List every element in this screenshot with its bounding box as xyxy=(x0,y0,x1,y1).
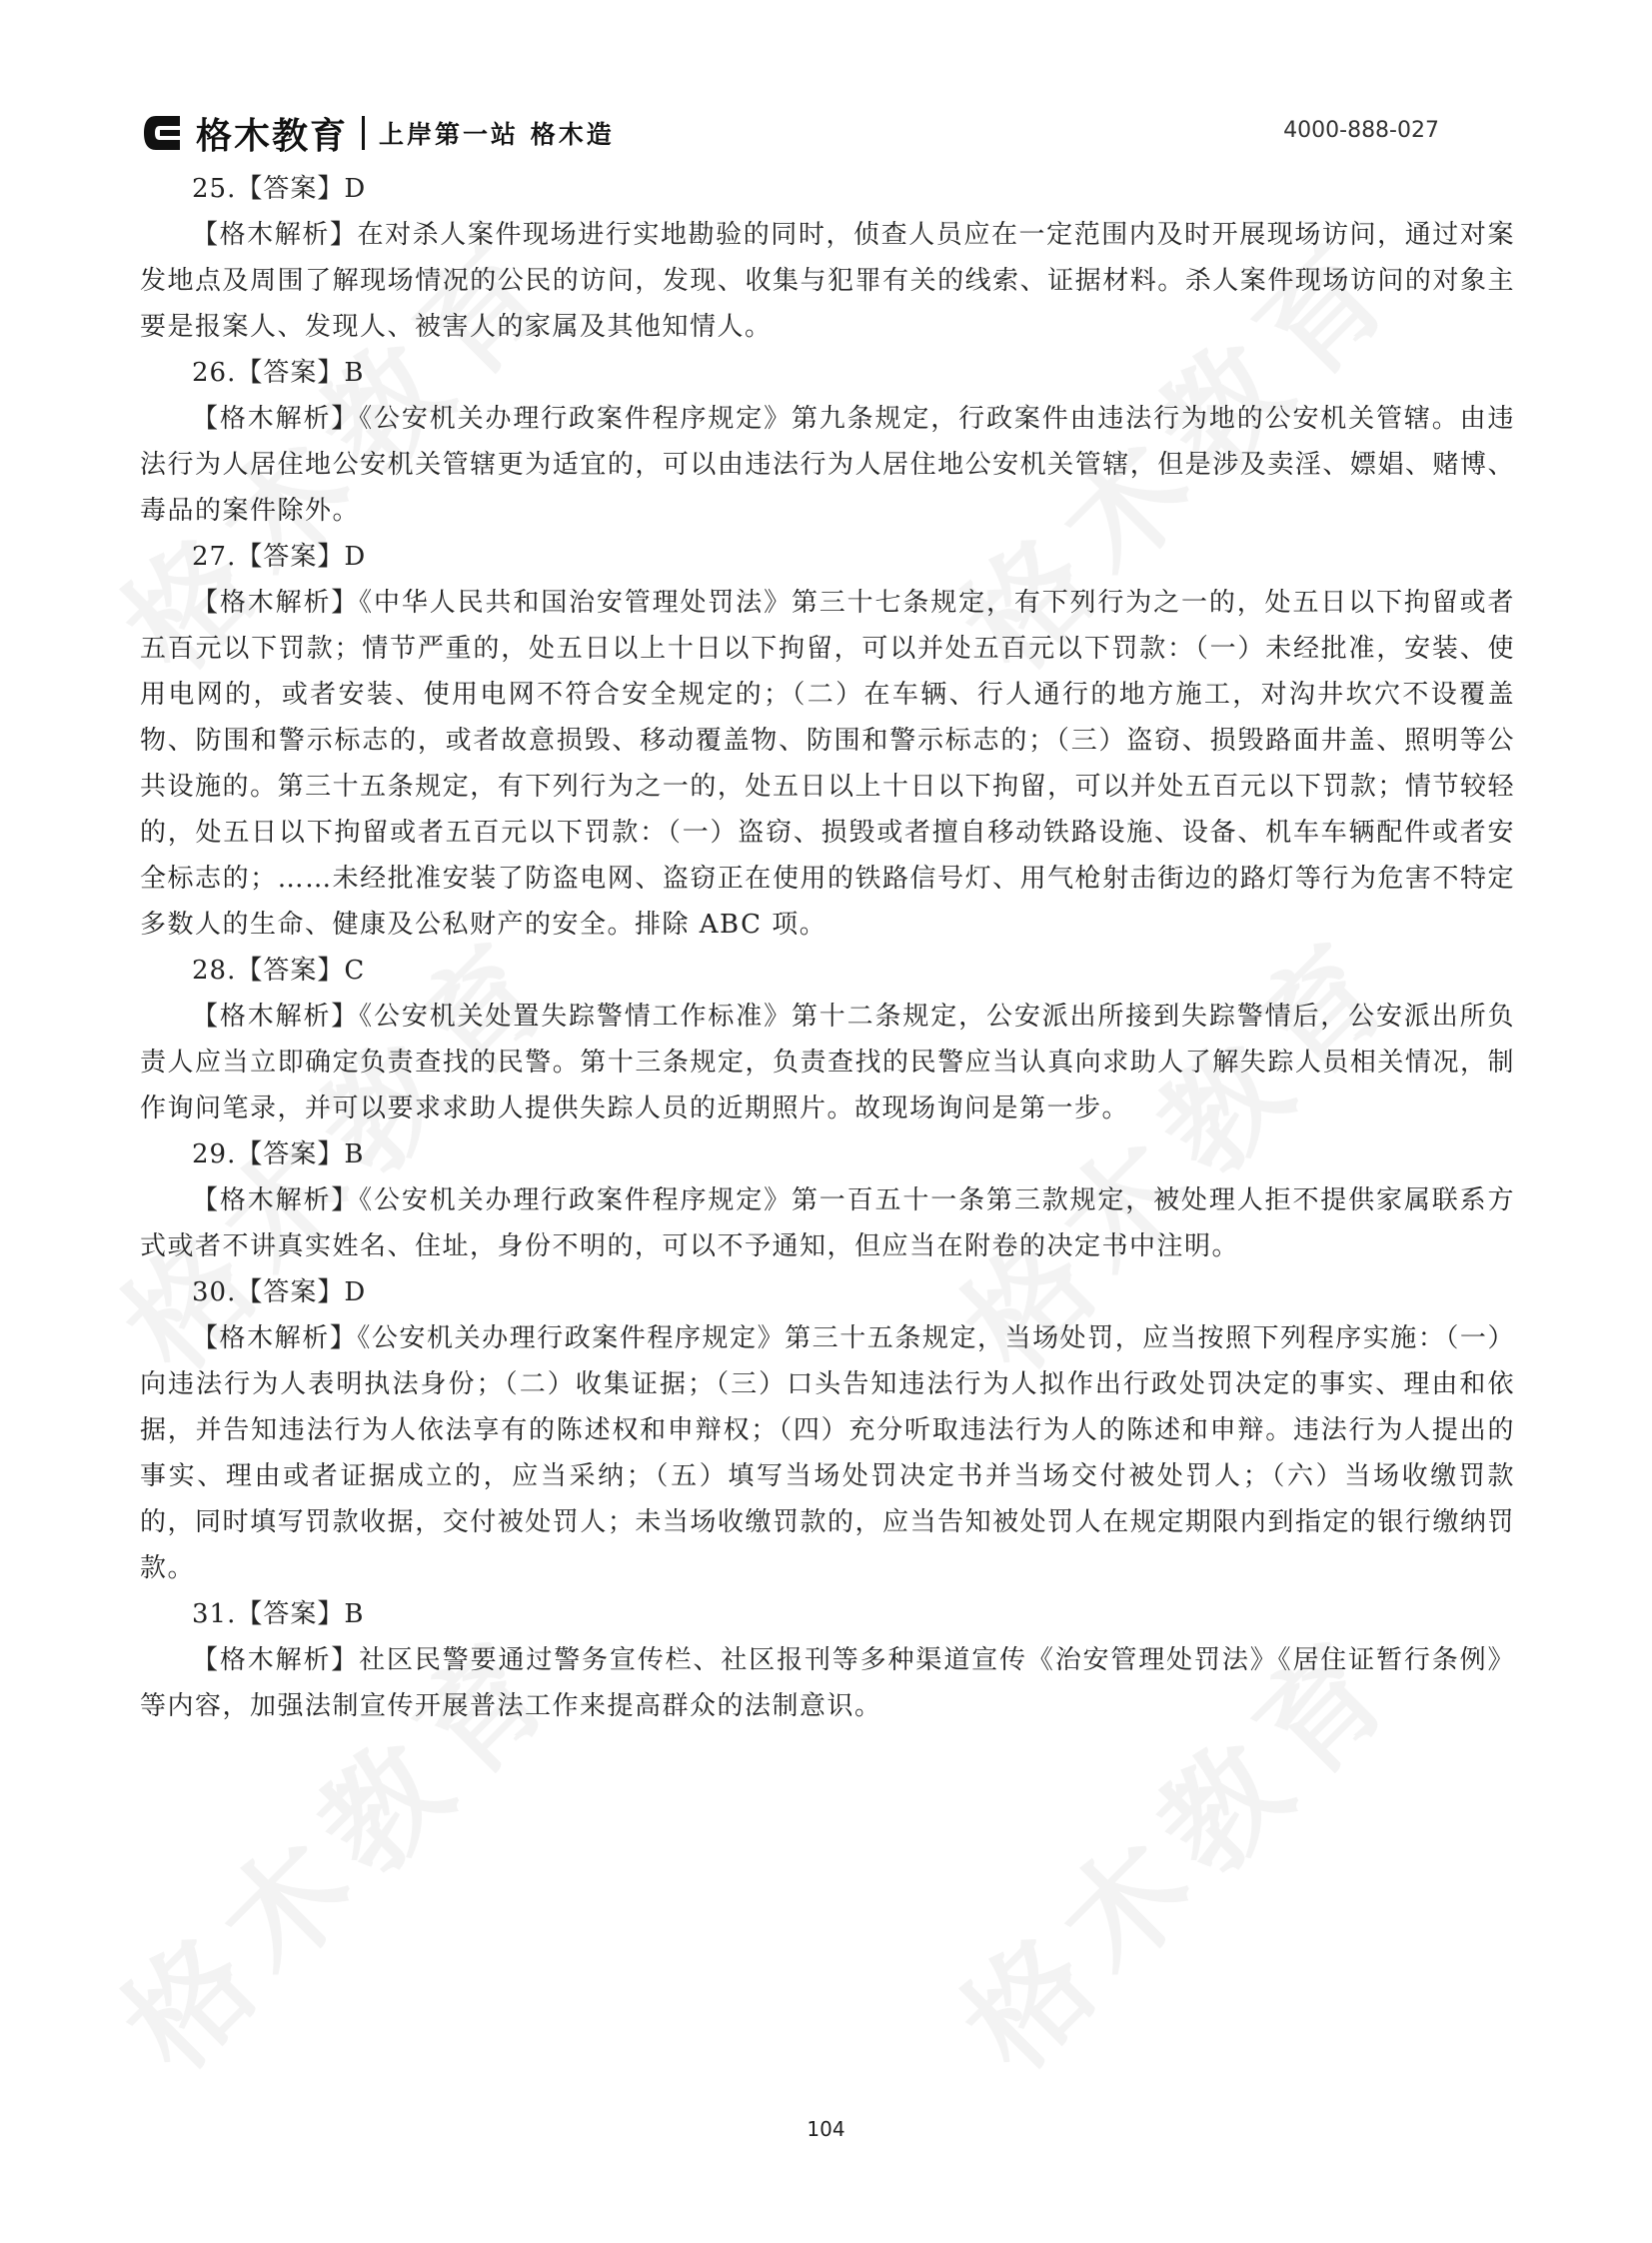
answer-list xyxy=(140,166,1515,1729)
brand-slogan: 上岸第一站 格木造 xyxy=(379,120,615,149)
analysis-tag: 【格木解析】 xyxy=(192,1645,360,1675)
page-header xyxy=(140,108,1439,158)
answer-item xyxy=(140,948,1515,1131)
analysis-tag: 【格木解析】 xyxy=(192,220,358,250)
analysis-text: 《公安机关办理行政案件程序规定》第一百五十一条第三款规定，被处理人拒不提供家属联系方式或者不讲真实姓名、住址，身份不明的，可以不予通知，但应当在附卷的决定书中注明。 xyxy=(140,1185,1515,1261)
answer-item xyxy=(140,1591,1515,1729)
analysis-text: 《公安机关处置失踪警情工作标准》第十二条规定，公安派出所接到失踪警情后，公安派出所负责人应当立即确定负责查找的民警。第十三条规定，负责查找的民警应当认真向求助人了解失踪人员相关情况，制作询问笔录，并可以要求求助人提供失踪人员的近期照片。故现场询问是第一步。 xyxy=(140,1002,1515,1123)
brand-logo-icon xyxy=(140,110,190,156)
analysis-paragraph xyxy=(140,212,1515,350)
answer-line: 26.【答案】B xyxy=(192,358,365,388)
analysis-text: 《中华人民共和国治安管理处罚法》第三十七条规定，有下列行为之一的，处五日以下拘留或者五百元以下罚款；情节严重的，处五日以上十日以下拘留，可以并处五百元以下罚款：（一）未经批准，安装、使用电网的，或者安装、使用电网不符合安全规定的；（二）在车辆、行人通行的地方施工，对沟井坎穴不设覆盖物、防围和警示标志的，或者故意损毁、移动覆盖物、防围和警示标志的；（三）盗窃、损毁路面井盖、照明等公共设施的。第三十五条规定，有下列行为之一的，处五日以上十日以下拘留，可以并处五百元以下罚款；情节较轻的，处五日以下拘留或者五百元以下罚款：（一）盗窃、损毁或者擅自移动铁路设施、设备、机车车辆配件或者安全标志的；……未经批准安装了防盗电网、盗窃正在使用的铁路信号灯、用气枪射击街边的路灯等行为危害不特定多数人的生命、健康及公私财产的安全。排除 ABC 项。 xyxy=(140,588,1515,940)
brand-name: 格木教育 xyxy=(196,115,349,157)
answer-line: 28.【答案】C xyxy=(192,956,366,986)
analysis-paragraph xyxy=(140,396,1515,534)
answer-line: 29.【答案】B xyxy=(192,1139,365,1169)
brand-logo xyxy=(140,108,615,158)
analysis-paragraph xyxy=(140,1177,1515,1269)
analysis-text: 《公安机关办理行政案件程序规定》第九条规定，行政案件由违法行为地的公安机关管辖。由违法行为人居住地公安机关管辖更为适宜的，可以由违法行为人居住地公安机关管辖，但是涉及卖淫、嫖娼、赌博、毒品的案件除外。 xyxy=(140,404,1515,526)
answer-line: 25.【答案】D xyxy=(192,174,367,204)
analysis-text: 《公安机关办理行政案件程序规定》第三十五条规定，当场处罚，应当按照下列程序实施：（一）向违法行为人表明执法身份；（二）收集证据；（三）口头告知违法行为人拟作出行政处罚决定的事实、理由和依据，并告知违法行为人依法享有的陈述权和申辩权；（四）充分听取违法行为人的陈述和申辩。违法行为人提出的事实、理由或者证据成立的，应当采纳；（五）填写当场处罚决定书并当场交付被处罚人；（六）当场收缴罚款的，同时填写罚款收据，交付被处罚人；未当场收缴罚款的，应当告知被处罚人在规定期限内到指定的银行缴纳罚款。 xyxy=(140,1323,1515,1583)
answer-line: 27.【答案】D xyxy=(192,542,367,572)
analysis-paragraph xyxy=(140,1315,1515,1591)
analysis-text: 在对杀人案件现场进行实地勘验的同时，侦查人员应在一定范围内及时开展现场访问，通过对案发地点及周围了解现场情况的公民的访问，发现、收集与犯罪有关的线索、证据材料。杀人案件现场访问的对象主要是报案人、发现人、被害人的家属及其他知情人。 xyxy=(140,220,1515,342)
analysis-paragraph xyxy=(140,1637,1515,1729)
answer-line: 30.【答案】D xyxy=(192,1277,367,1307)
answer-line: 31.【答案】B xyxy=(192,1599,365,1629)
answer-item xyxy=(140,166,1515,350)
analysis-tag: 【格木解析】 xyxy=(192,1323,358,1353)
analysis-paragraph xyxy=(140,994,1515,1131)
hotline-number: 4000-888-027 xyxy=(1283,118,1439,143)
analysis-tag: 【格木解析】 xyxy=(192,1002,360,1032)
analysis-tag: 【格木解析】 xyxy=(192,404,360,434)
header-divider xyxy=(362,116,365,150)
answer-item xyxy=(140,534,1515,948)
analysis-tag: 【格木解析】 xyxy=(192,1185,360,1215)
answer-item xyxy=(140,1269,1515,1591)
answer-item xyxy=(140,350,1515,534)
page-number: 104 xyxy=(807,2117,845,2141)
analysis-paragraph xyxy=(140,580,1515,948)
analysis-text: 社区民警要通过警务宣传栏、社区报刊等多种渠道宣传《治安管理处罚法》《居住证暂行条例》等内容，加强法制宣传开展普法工作来提高群众的法制意识。 xyxy=(140,1645,1515,1721)
analysis-tag: 【格木解析】 xyxy=(192,588,360,618)
answer-item xyxy=(140,1131,1515,1269)
